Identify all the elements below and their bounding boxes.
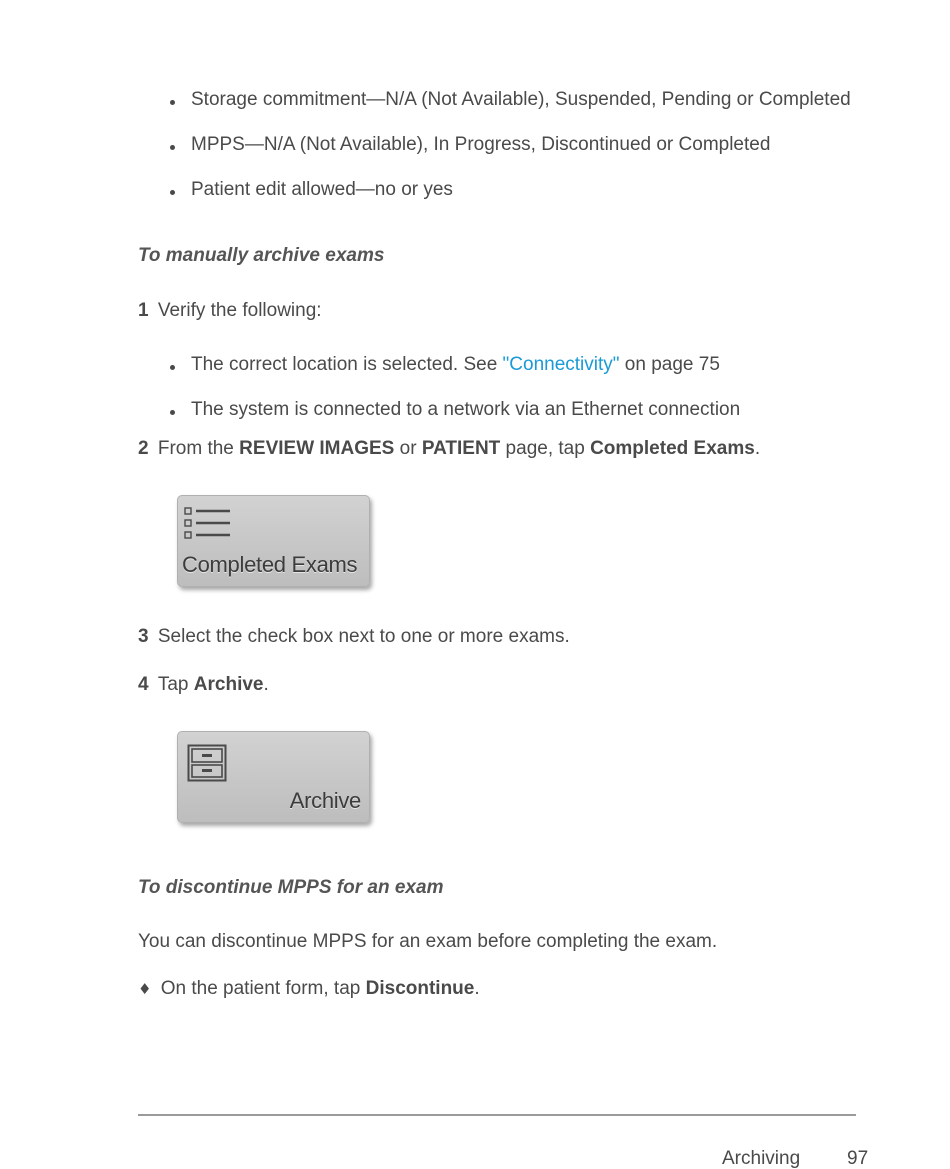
diamond-bullet-icon: ♦	[138, 980, 152, 998]
step-3	[138, 626, 570, 648]
discontinue-label: Discontinue	[365, 978, 475, 999]
bullet-dot	[170, 100, 175, 105]
archive-button[interactable]	[177, 731, 370, 823]
bullet-storage-commitment: Storage commitment—N/A (Not Available), Suspended, Pending or Completed	[191, 89, 851, 110]
bullet-location	[191, 354, 720, 376]
bullet-dot	[170, 145, 175, 150]
step-2	[138, 438, 760, 460]
completed-exams-button[interactable]	[177, 495, 370, 587]
bullet-dot	[170, 190, 175, 195]
footer-divider	[138, 1114, 856, 1116]
bullet-mpps: MPPS—N/A (Not Available), In Progress, Discontinued or Completed	[191, 134, 771, 155]
completed-exams-label: Completed Exams	[590, 438, 755, 459]
section-heading-archive: To manually archive exams	[138, 245, 385, 266]
text: From the	[157, 438, 240, 459]
patient-label: PATIENT	[421, 438, 501, 459]
footer-section-title: Archiving	[722, 1148, 801, 1169]
review-images-label: REVIEW IMAGES	[239, 438, 395, 459]
discontinue-step	[138, 978, 480, 1000]
text: .	[474, 978, 480, 999]
bullet-text: The correct location is selected. See	[191, 354, 503, 375]
step-4	[138, 674, 269, 696]
step-text: Verify the following:	[157, 300, 322, 321]
footer-page-number: 97	[847, 1148, 869, 1169]
bullet-text: on page 75	[619, 354, 720, 375]
bullet-network: The system is connected to a network via an Ethernet connection	[191, 399, 741, 420]
section-heading-discontinue: To discontinue MPPS for an exam	[138, 877, 444, 898]
text: or	[394, 438, 422, 459]
text: page, tap	[500, 438, 591, 459]
bullet-dot	[170, 365, 175, 370]
completed-exams-button-label: Completed Exams	[182, 552, 358, 577]
text: Tap	[157, 674, 194, 695]
bullet-patient-edit: Patient edit allowed—no or yes	[191, 179, 453, 200]
text: On the patient form, tap	[160, 978, 366, 999]
step-number: 4	[138, 674, 149, 695]
step-number: 3	[138, 626, 149, 647]
text: .	[754, 438, 761, 459]
connectivity-link[interactable]: "Connectivity"	[502, 354, 620, 375]
discontinue-intro: You can discontinue MPPS for an exam before completing the exam.	[138, 931, 718, 952]
step-text	[158, 438, 760, 459]
text: .	[263, 674, 269, 695]
step-text	[158, 674, 269, 695]
step-number: 2	[138, 438, 149, 459]
archive-label: Archive	[193, 674, 264, 695]
step-1	[138, 300, 322, 322]
archive-button-label: Archive	[289, 788, 361, 813]
step-number: 1	[138, 300, 149, 321]
bullet-dot	[170, 410, 175, 415]
step-text	[161, 978, 480, 999]
list-icon	[184, 506, 234, 542]
file-cabinet-icon	[187, 744, 227, 784]
step-text: Select the check box next to one or more exams.	[157, 626, 570, 647]
